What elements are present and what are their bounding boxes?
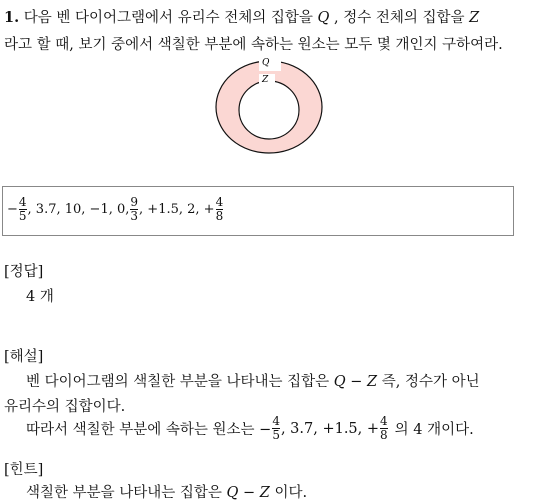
fraction-denominator: 5 xyxy=(18,209,27,223)
hint-heading: [힌트] xyxy=(4,462,44,478)
explanation-line3-text-b: 의 4 개이다. xyxy=(394,422,474,438)
explanation-heading: [해설] xyxy=(4,349,44,365)
explanation-fraction-2 xyxy=(380,415,388,442)
explanation-math: Q − Z xyxy=(333,374,378,390)
choice-fraction xyxy=(216,196,224,223)
choice-fraction xyxy=(130,196,138,223)
question-line-2: 라고 할 때, 보기 중에서 색칠한 부분에 속하는 원소는 모두 몇 개인지 구하여라. xyxy=(4,37,503,53)
explanation-line-1 xyxy=(4,370,480,391)
hint-text xyxy=(4,481,307,502)
question-text-part-a: 다음 벤 다이어그램에서 유리수 전체의 집합을 xyxy=(23,10,313,26)
explanation-text-a: 벤 다이어그램의 색칠한 부분을 나타내는 집합은 xyxy=(26,374,330,390)
venn-label-z: Z xyxy=(262,75,269,85)
fraction-denominator: 8 xyxy=(380,428,388,442)
explanation-line3-text-a: 따라서 색칠한 부분에 속하는 원소는 − xyxy=(26,422,272,438)
choice-fraction xyxy=(19,196,27,223)
fraction-numerator: 9 xyxy=(130,195,139,209)
explanation-line-2: 유리수의 집합이다. xyxy=(4,399,126,415)
answer-value: 4 개 xyxy=(26,289,54,305)
question-text-part-b: , 정수 전체의 집합을 xyxy=(334,10,465,26)
fraction-denominator: 5 xyxy=(272,428,280,442)
explanation-line-3 xyxy=(4,415,474,442)
set-z-region xyxy=(239,81,299,139)
set-q-symbol: Q xyxy=(317,10,330,26)
fraction-denominator: 3 xyxy=(130,209,139,223)
hint-text-a: 색칠한 부분을 나타내는 집합은 xyxy=(26,485,222,501)
set-z-symbol: Z xyxy=(469,10,480,26)
choice-sign: − xyxy=(7,202,18,217)
fraction-numerator: 4 xyxy=(215,195,224,209)
explanation-fraction-1 xyxy=(272,415,280,442)
fraction-numerator: 4 xyxy=(18,195,27,209)
hint-math: Q − Z xyxy=(226,485,270,501)
fraction-numerator: 4 xyxy=(380,414,388,428)
choice-text: , +1.5, 2, + xyxy=(139,202,215,217)
question-number: 1. xyxy=(4,9,20,26)
fraction-denominator: 8 xyxy=(215,209,224,223)
explanation-line3-mid: , 3.7, +1.5, + xyxy=(280,420,380,437)
explanation-text-b: 즉, 정수가 아닌 xyxy=(381,374,480,390)
hint-text-b: 이다. xyxy=(274,485,308,501)
question-line-1 xyxy=(4,6,479,27)
choices-box xyxy=(2,186,514,236)
choice-text: , 3.7, 10, −1, 0, xyxy=(27,202,130,217)
venn-diagram xyxy=(213,57,325,159)
fraction-numerator: 4 xyxy=(272,414,280,428)
answer-heading: [정답] xyxy=(4,264,44,280)
choices-list xyxy=(7,196,224,223)
venn-label-q: Q xyxy=(262,58,270,68)
